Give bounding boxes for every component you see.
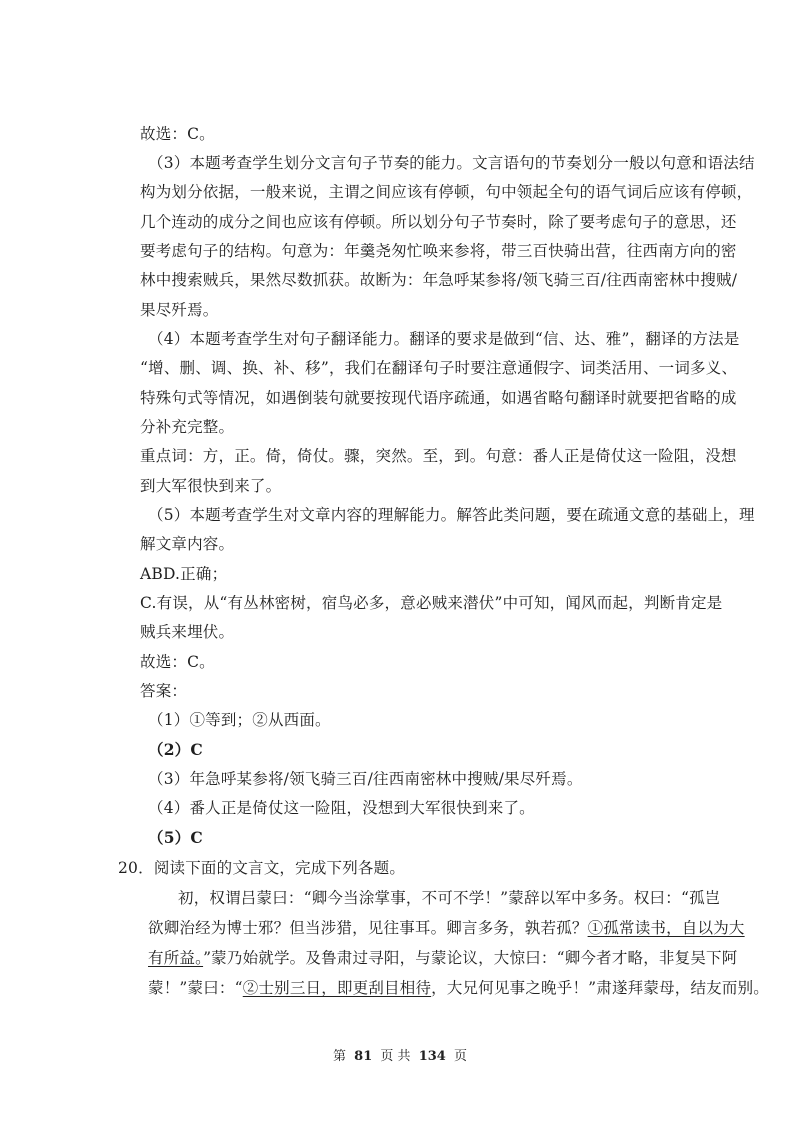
text-line: 果尽歼焉。 <box>140 301 219 319</box>
text-line: 分补充完整。 <box>140 418 235 436</box>
page-number: 81 <box>354 1049 373 1064</box>
text-line: 要考虑句子的结构。句意为：年羹尧匆忙唤来参将，带三百快骑出营，往西南方向的密 <box>140 242 737 260</box>
footer-mid: 页 共 <box>380 1049 411 1064</box>
answer-line: （4）番人正是倚仗这一险阻，没想到大军很快到来了。 <box>148 799 535 817</box>
answer-line: （1）①等到；②从西面。 <box>148 711 331 729</box>
passage-text: ”蒙乃始就学。及鲁肃过寻阳，与蒙论议，大惊曰：“卿今者才略，非复吴下阿 <box>203 949 738 967</box>
passage-line <box>148 978 769 998</box>
text-line: 故选：C。 <box>140 125 215 143</box>
answer-line: （3）年急呼某参将/领飞骑三百/往西南密林中搜贼/果尽歼焉。 <box>148 770 583 788</box>
text-line: （5）本题考查学生对文章内容的理解能力。解答此类问题，要在疏通文意的基础上，理 <box>148 506 755 524</box>
passage-line: 初，权谓吕蒙曰：“卿今当涂掌事，不可不学！”蒙辞以军中多务。权曰：“孤岂 <box>178 889 721 907</box>
passage-text: 欲卿治经为博士邪？但当涉猎，见往事耳。卿言多务，孰若孤？ <box>148 919 588 937</box>
footer-prefix: 第 <box>333 1049 347 1064</box>
answer-line: （5）C <box>148 828 203 847</box>
text-line: 解文章内容。 <box>140 535 235 553</box>
text-line: （4）本题考查学生对句子翻译能力。翻译的要求是做到“信、达、雅”，翻译的方法是 <box>148 330 740 348</box>
underlined-sentence-1: ①孤常读书，自以为大 <box>587 919 745 937</box>
text-line: 贼兵来埋伏。 <box>140 623 235 641</box>
answer-line: （2）C <box>148 740 203 759</box>
passage-line <box>148 918 745 938</box>
text-line: 构为划分依据，一般来说，主谓之间应该有停顿，句中领起全句的语气词后应该有停顿， <box>140 183 753 201</box>
text-line: 重点词：方，正。倚，倚仗。骤，突然。至，到。句意：番人正是倚仗这一险阻，没想 <box>140 447 737 465</box>
page-footer <box>0 1048 800 1066</box>
total-pages: 134 <box>418 1049 446 1064</box>
underlined-sentence-1-cont: 有所益。 <box>148 949 204 967</box>
text-line: 故选：C。 <box>140 653 215 671</box>
footer-suffix: 页 <box>453 1049 467 1064</box>
text-line: 几个连动的成分之间也应该有停顿。所以划分句子节奏时，除了要考虑句子的意思，还 <box>140 213 737 231</box>
passage-line <box>148 948 738 968</box>
passage-text: ，大兄何见事之晚乎！”肃遂拜蒙母，结友而别。 <box>431 979 769 997</box>
text-line: 特殊句式等情况，如遇倒装句就要按现代语序疏通，如遇省略句翻译时就要把省略的成 <box>140 389 737 407</box>
text-line: 到大军很快到来了。 <box>140 477 282 495</box>
text-line: 林中搜索贼兵，果然尽数抓获。故断为：年急呼某参将/领飞骑三百/往西南密林中搜贼/ <box>140 271 738 289</box>
text-line: ABD.正确； <box>140 565 228 583</box>
text-line: 答案： <box>140 682 188 700</box>
text-line: （3）本题考查学生划分文言句子节奏的能力。文言语句的节奏划分一般以句意和语法结 <box>148 154 755 172</box>
underlined-sentence-2: ②士别三日，即更刮目相待 <box>242 979 432 997</box>
passage-text: 蒙！”蒙曰：“ <box>148 979 243 997</box>
question-heading: 20．阅读下面的文言文，完成下列各题。 <box>118 859 406 877</box>
text-line: C.有误，从“有丛林密树，宿鸟必多，意必贼来潜伏”中可知，闻风而起，判断肯定是 <box>140 594 723 612</box>
text-line: “增、删、调、换、补、移”，我们在翻译句子时要注意通假字、词类活用、一词多义、 <box>140 359 738 377</box>
